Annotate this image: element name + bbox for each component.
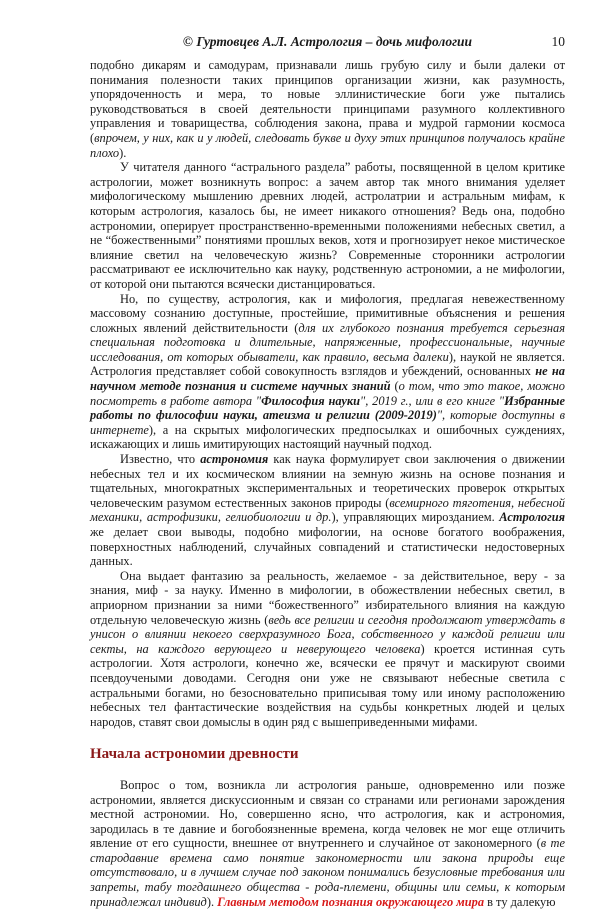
paragraph	[90, 160, 565, 291]
text-run: подобно дикарям и самодурам, признавали лишь грубую силу и были далеки от понимания полезности таких принципов организации жизни, как разумность, упорядоченность и мера, то новые эллинистические боги уже пытались руководствоваться в своей деятельности принципами разумного коллективного управления и товарищества, соблюдения закона, права и мудрой гармонии космоса (	[90, 58, 565, 145]
emphasis-text: впрочем, у них, как и у людей, следовать букве и духу этих принципов получалось крайне плохо	[90, 130, 565, 160]
emphasis-text: ведь все религии и сегодня продолжают утверждать в унисон о влиянии некоего сверхразумного Бога, собственного у каждой религии или секты, на каждого верующего и неверующего человека	[90, 612, 565, 656]
text-run: Начала астрономии древности	[90, 746, 299, 763]
paragraph	[90, 778, 565, 909]
emphasis-text: о том, что это такое, можно посмотреть в работе автора "	[90, 379, 565, 408]
paragraph	[90, 292, 565, 453]
emphasis-text: ", которые доступны в интернете	[90, 408, 565, 437]
page-number: 10	[551, 34, 565, 49]
text-run: Вопрос о том, возникла ли астрология раньше, одновременно или позже астрономии, является дискуссионным и связан со странами или регионами зарождения местной астрономии. Но, совершенно ясно, что астрология, как и астрономия, зародилась в те давние и богобоязненные времена, когда человек не мог еще отличить явление от его сущности, внешнее от внутреннего и случайное от закономерного (	[90, 777, 565, 851]
emphasis-text: в те стародавние времена само понятие закономерности или закона природы еще отсутствовало, и в лучшем случае под законом понимались безусловные требования или запреты, табу тогдашнего общества - рода-племени, общины или семьи, к которым принадлежал индивид	[90, 836, 565, 909]
text-run: Она выдает фантазию за реальность, желаемое - за действительное, веру - за знания, миф - за науку. Именно в мифологии, в обожествлении небесных светил, в априорном признании за ними “божественного” избирательного влияния на каждую отдельную человеческую жизнь (	[90, 568, 565, 627]
paragraph	[90, 452, 565, 569]
emphasis-text: для их глубокого познания требуется серьезная специальная подготовка и длительные, напряженные, профессиональные, научные исследования, от которых обыватели, как правило, весьма далеки	[90, 320, 565, 364]
text-run: ).	[119, 145, 127, 160]
text-run: Известно, что	[120, 452, 201, 467]
emphasis-text: ", 2019 г., или в его книге "	[360, 393, 505, 408]
text-run: Но, по существу, астрология, как и мифология, предлагая невежественному массовому сознанию доступные, простейшие, примитивные объяснения и решения сложных явлений действительности (	[90, 291, 565, 335]
paragraph	[90, 58, 565, 160]
text-run: как наука формулирует свои заключения о движении небесных тел и их космическом влиянии на земную жизнь на основе познания и тщательных, многократных экспериментальных и теоретических проверок открытых человеческим разумом естественных законов природы (	[90, 452, 565, 510]
paragraph	[90, 569, 565, 730]
text-run: в ту далекую	[484, 894, 556, 909]
text-run: ), управляющих мирозданием.	[331, 510, 500, 525]
emphasis-text: Астрология	[499, 510, 565, 525]
text-run: У читателя данного “астрального раздела” работы, посвященной в целом критике астрологии, может возникнуть вопрос: а зачем автор так много внимания уделяет мифологическому мышлению древних людей, астролатрии и астральным мифам, к которым астрология, казалось бы, не имеет никакого отношения? Ведь она, подобно астрономии, оперирует пространственно-временными положениями небесных светил, а не “божественными” понятиями прошлых веков, хотя и прогнозирует некое мистическое влияние светил на человеческую жизнь? Современные сторонники астрологии рассматривают ее исключительно как науку, родственную астрономии, а не мифологии, от которой они пытаются всячески дистанцироваться.	[90, 160, 565, 291]
highlighted-text: Главным методом познания окружающего мира	[217, 894, 485, 909]
emphasis-text: астрономия	[200, 452, 269, 467]
text-run: ).	[206, 894, 218, 909]
emphasis-text: всемирного тяготения, небесной механики, астрофизики, гелиобиологии и др.	[90, 495, 565, 525]
running-title: © Гуртовцев А.Л. Астрология – дочь мифологии	[182, 34, 473, 49]
text-run: ), наукой не является. Астрология представляет собой совокупность взглядов и убеждений, основанных	[90, 349, 565, 379]
document-body	[90, 58, 565, 909]
emphasis-text: не на научном методе познания и системе научных знаний	[90, 364, 565, 394]
page-header	[90, 34, 565, 52]
text-run: ) кроется истинная суть астрологии. Хотя астрологи, конечно же, всячески ее прячут и маскируют своими псевдоучеными доводами. Сегодня они уже не связывают небесные светила с астральными богами, но безосновательно приписывая тому или иному расположению небесных тел фантастические воздействия на судьбы конкретных людей и целых народов, ставят свои домыслы в один ряд с вышеприведенными мифами.	[90, 641, 565, 729]
text-run: (	[390, 379, 399, 394]
emphasis-text: Философия науки	[261, 393, 361, 408]
text-run: же делает свои выводы, подобно мифологии, на основе богатого воображения, поверхностных наблюдений, случайных совпадений и статистически недостоверных данных.	[90, 525, 565, 569]
text-run: ), а на скрытых мифологических предпосылках и ошибочных суждениях, искажающих и лишь имитирующих настоящий научный подход.	[90, 422, 565, 452]
emphasis-text: Избранные работы по философии науки, атеизма и религии (2009-2019)	[90, 393, 566, 423]
section-heading	[90, 747, 565, 762]
